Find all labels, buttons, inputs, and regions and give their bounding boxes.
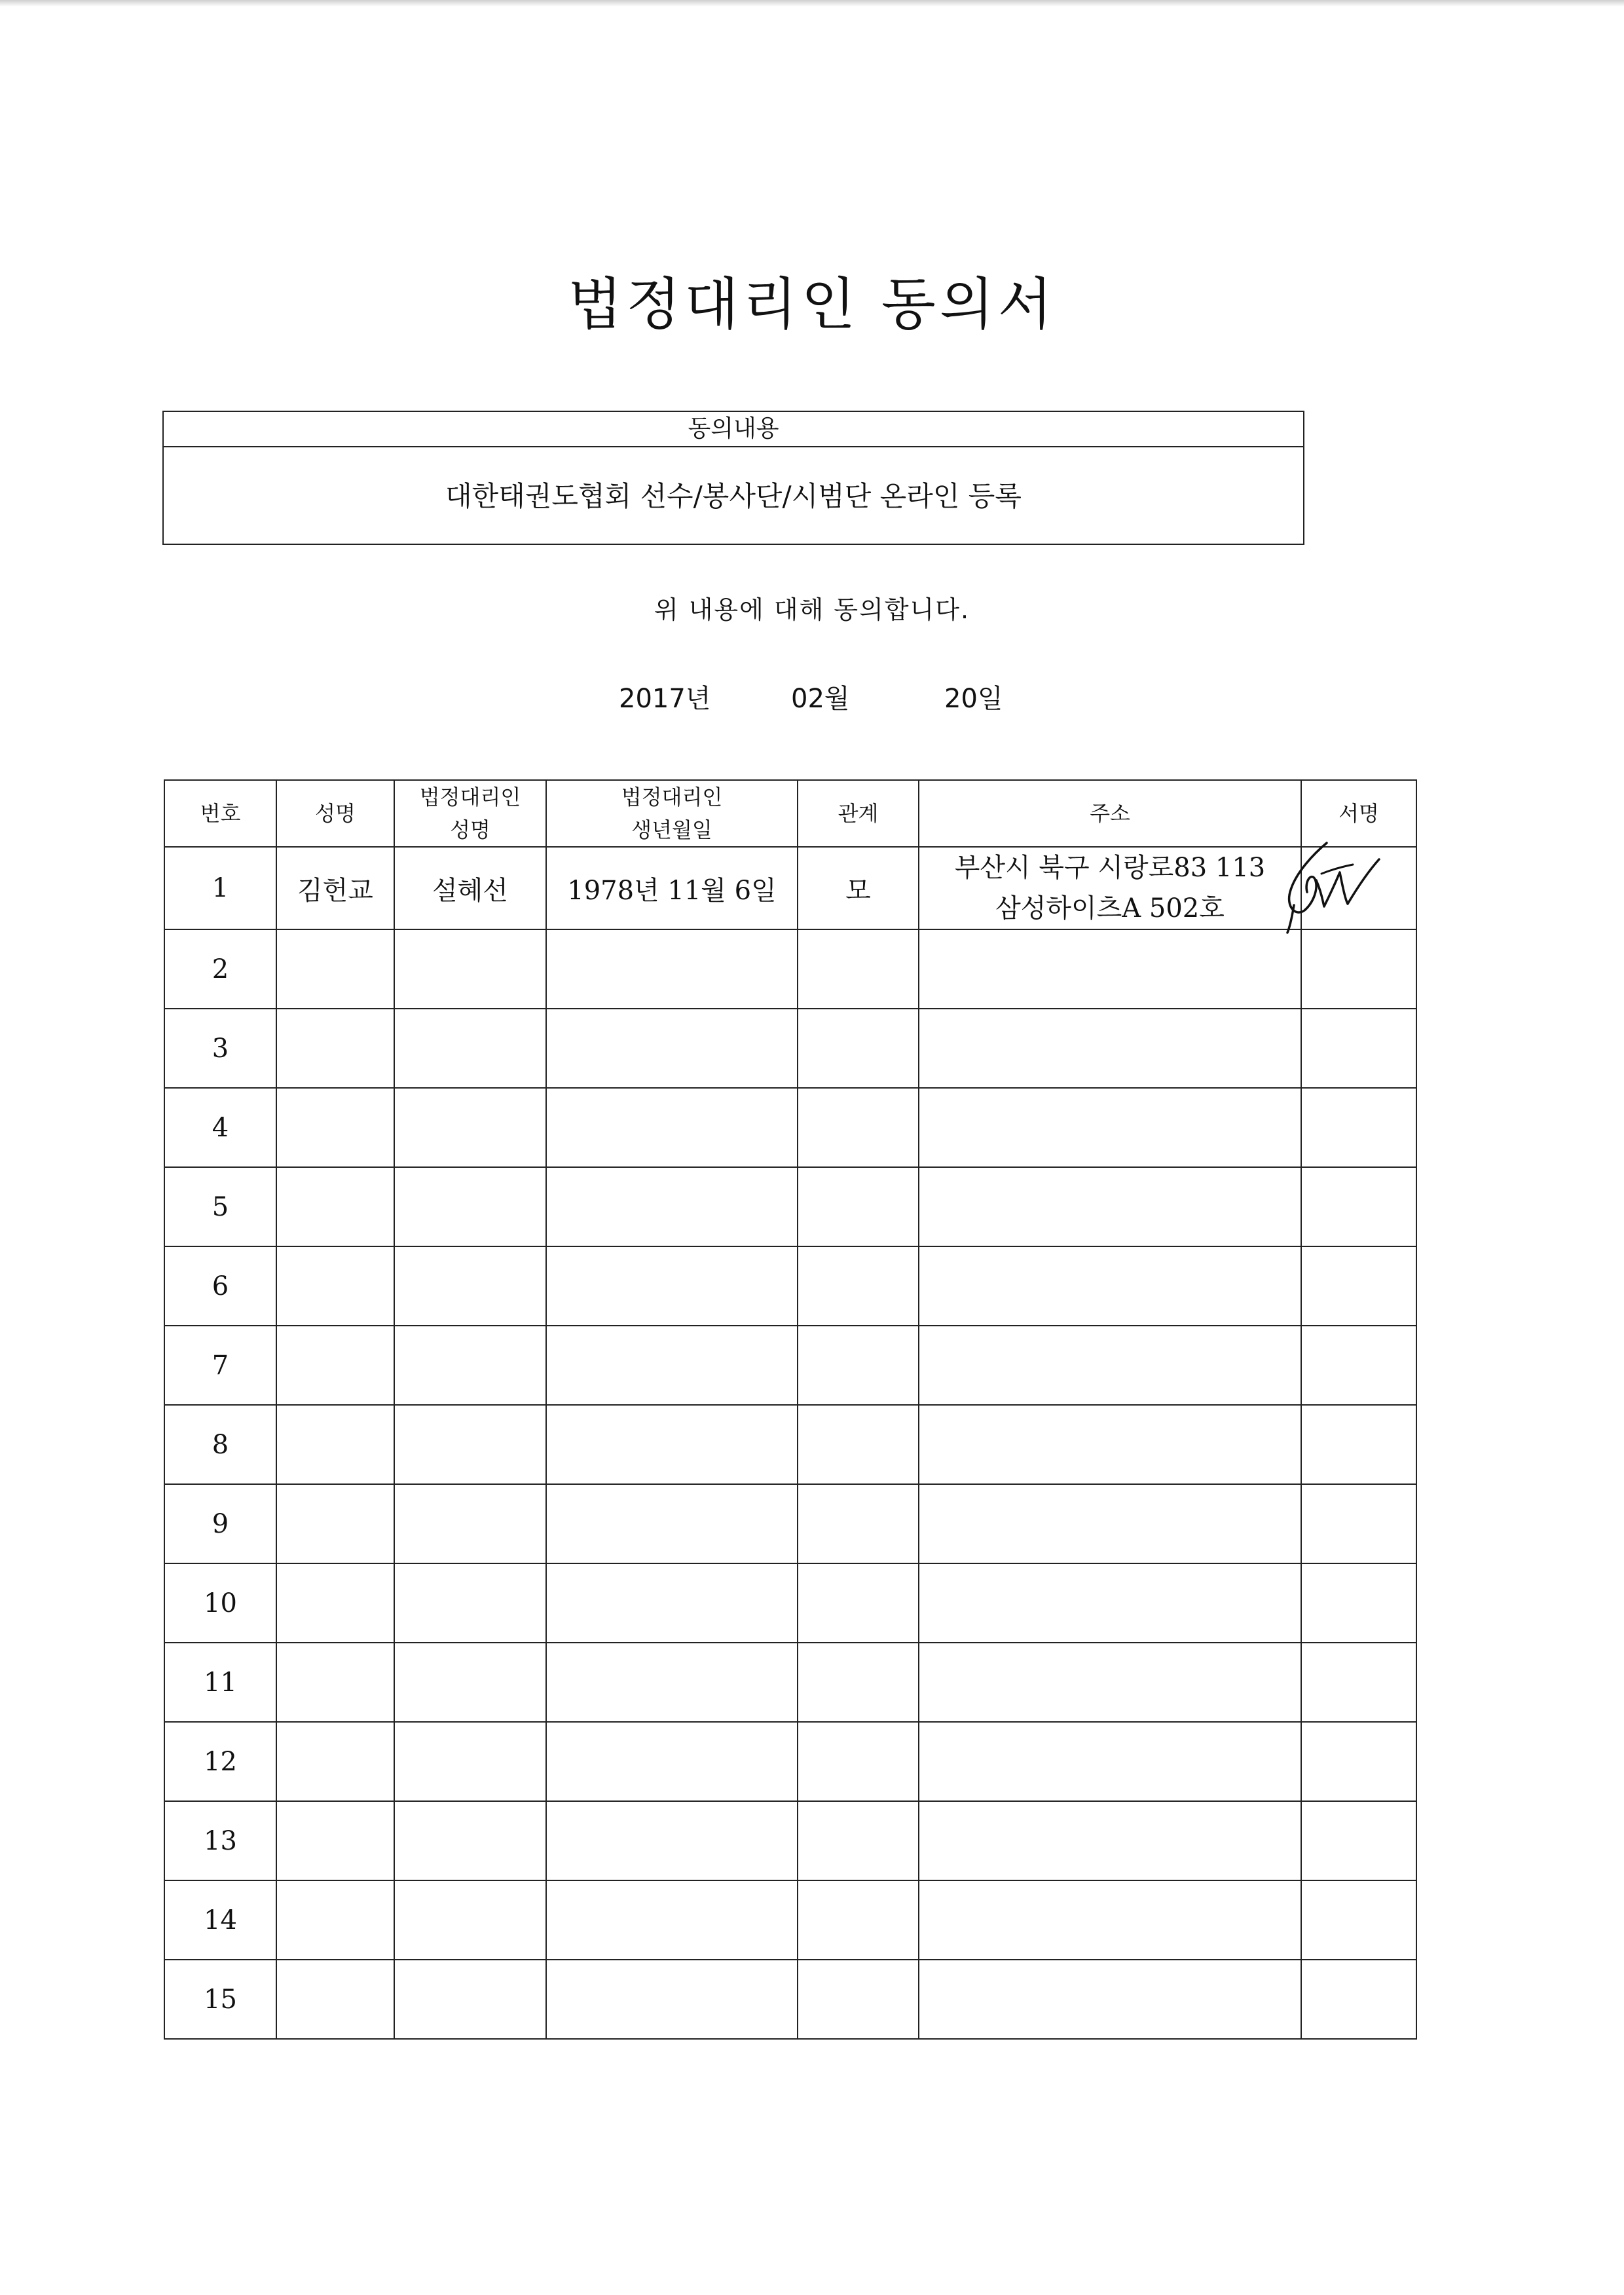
- table-row: [164, 1643, 1416, 1722]
- cell-signature: [1301, 1167, 1416, 1246]
- cell-address: [919, 1246, 1301, 1326]
- cell-address: [919, 1563, 1301, 1643]
- header-signature: 서명: [1301, 780, 1416, 847]
- document-title: 법정대리인 동의서: [568, 272, 1056, 337]
- cell-name: [276, 1167, 394, 1246]
- cell-guardian-birth: [546, 1009, 798, 1088]
- cell-name: [276, 1563, 394, 1643]
- cell-signature: [1301, 1484, 1416, 1563]
- cell-guardian-name: [394, 1880, 546, 1960]
- cell-guardian-name: 설혜선: [394, 847, 546, 929]
- date-day: 20일: [944, 684, 1003, 714]
- cell-relation: [798, 1009, 919, 1088]
- cell-no: 5: [164, 1167, 276, 1246]
- cell-guardian-name: [394, 1643, 546, 1722]
- table-row: [164, 929, 1416, 1009]
- table-row: [164, 1722, 1416, 1801]
- cell-relation: [798, 1801, 919, 1880]
- cell-no: 8: [164, 1405, 276, 1484]
- cell-relation: [798, 1088, 919, 1167]
- scan-edge: [0, 0, 1624, 7]
- cell-signature: [1301, 1722, 1416, 1801]
- cell-guardian-birth: [546, 1801, 798, 1880]
- cell-guardian-name: [394, 1088, 546, 1167]
- cell-no: 3: [164, 1009, 276, 1088]
- cell-no: 10: [164, 1563, 276, 1643]
- cell-signature: [1301, 1009, 1416, 1088]
- cell-guardian-name: [394, 1246, 546, 1326]
- cell-signature: [1301, 847, 1416, 929]
- cell-signature: [1301, 1880, 1416, 1960]
- cell-guardian-birth: [546, 1722, 798, 1801]
- table-row: [164, 1960, 1416, 2039]
- consent-body: 대한태권도협회 선수/봉사단/시범단 온라인 등록: [445, 480, 1022, 512]
- cell-address: [919, 1326, 1301, 1405]
- cell-relation: [798, 1880, 919, 1960]
- table-row: [164, 1009, 1416, 1088]
- cell-address: [919, 1643, 1301, 1722]
- cell-relation: [798, 1167, 919, 1246]
- date-month: 02월: [791, 684, 850, 714]
- table-row: [164, 1484, 1416, 1563]
- cell-address: [919, 1801, 1301, 1880]
- cell-relation: [798, 1960, 919, 2039]
- cell-address: [919, 1484, 1301, 1563]
- cell-guardian-birth: [546, 1246, 798, 1326]
- cell-name: [276, 1009, 394, 1088]
- table-row: [164, 1801, 1416, 1880]
- cell-guardian-name: [394, 1326, 546, 1405]
- cell-guardian-birth: [546, 1563, 798, 1643]
- cell-address: [919, 1960, 1301, 2039]
- cell-name: 김헌교: [276, 847, 394, 929]
- cell-guardian-birth: 1978년 11월 6일: [546, 847, 798, 929]
- handwritten-signature: [1276, 833, 1413, 938]
- cell-signature: [1301, 1088, 1416, 1167]
- cell-guardian-name: [394, 1960, 546, 2039]
- cell-guardian-birth: [546, 929, 798, 1009]
- cell-signature: [1301, 1246, 1416, 1326]
- table-row: [164, 847, 1416, 929]
- cell-guardian-birth: [546, 1405, 798, 1484]
- header-name: 성명: [276, 780, 394, 847]
- cell-guardian-name: [394, 1009, 546, 1088]
- header-guardian-birth: [546, 780, 798, 847]
- cell-name: [276, 1405, 394, 1484]
- table-row: [164, 1563, 1416, 1643]
- agree-statement: 위 내용에 대해 동의합니다.: [654, 595, 970, 624]
- cell-no: 11: [164, 1643, 276, 1722]
- cell-guardian-name: [394, 1563, 546, 1643]
- table-row: [164, 1405, 1416, 1484]
- header-guardian-name-line2: 성명: [450, 817, 490, 842]
- cell-name: [276, 1643, 394, 1722]
- header-guardian-name-line1: 법정대리인: [419, 785, 521, 810]
- cell-name: [276, 929, 394, 1009]
- cell-guardian-birth: [546, 1326, 798, 1405]
- cell-guardian-birth: [546, 1484, 798, 1563]
- cell-relation: [798, 1643, 919, 1722]
- address-line2: 삼성하이츠A 502호: [995, 893, 1225, 924]
- cell-guardian-name: [394, 1484, 546, 1563]
- cell-signature: [1301, 929, 1416, 1009]
- cell-no: 7: [164, 1326, 276, 1405]
- cell-relation: [798, 1563, 919, 1643]
- cell-signature: [1301, 1643, 1416, 1722]
- table-header-row: [164, 780, 1416, 847]
- cell-no: 2: [164, 929, 276, 1009]
- cell-guardian-name: [394, 1405, 546, 1484]
- cell-address: [919, 1088, 1301, 1167]
- consent-header: 동의내용: [164, 412, 1303, 447]
- cell-relation: 모: [798, 847, 919, 929]
- cell-relation: [798, 1405, 919, 1484]
- cell-address: [919, 1167, 1301, 1246]
- cell-name: [276, 1801, 394, 1880]
- cell-guardian-name: [394, 1801, 546, 1880]
- cell-name: [276, 1326, 394, 1405]
- cell-guardian-name: [394, 1167, 546, 1246]
- cell-signature: [1301, 1960, 1416, 2039]
- header-guardian-birth-line1: 법정대리인: [621, 785, 723, 810]
- cell-guardian-birth: [546, 1643, 798, 1722]
- cell-no: 15: [164, 1960, 276, 2039]
- guardian-table: [164, 779, 1417, 2040]
- cell-address: [919, 847, 1301, 929]
- cell-guardian-birth: [546, 1088, 798, 1167]
- table-row: [164, 1326, 1416, 1405]
- cell-guardian-name: [394, 929, 546, 1009]
- address-line1: 부산시 북구 시랑로83 113: [954, 853, 1266, 883]
- table-row: [164, 1088, 1416, 1167]
- consent-box: [162, 411, 1304, 545]
- header-guardian-name: [394, 780, 546, 847]
- cell-no: 14: [164, 1880, 276, 1960]
- cell-relation: [798, 1326, 919, 1405]
- cell-relation: [798, 1246, 919, 1326]
- cell-address: [919, 1405, 1301, 1484]
- cell-signature: [1301, 1563, 1416, 1643]
- header-address: 주소: [919, 780, 1301, 847]
- cell-relation: [798, 1722, 919, 1801]
- cell-guardian-birth: [546, 1960, 798, 2039]
- table-row: [164, 1880, 1416, 1960]
- cell-no: 9: [164, 1484, 276, 1563]
- cell-address: [919, 1880, 1301, 1960]
- cell-name: [276, 1880, 394, 1960]
- cell-signature: [1301, 1326, 1416, 1405]
- cell-address: [919, 1009, 1301, 1088]
- cell-relation: [798, 1484, 919, 1563]
- cell-address: [919, 929, 1301, 1009]
- cell-guardian-birth: [546, 1167, 798, 1246]
- header-no: 번호: [164, 780, 276, 847]
- cell-guardian-birth: [546, 1880, 798, 1960]
- cell-no: 12: [164, 1722, 276, 1801]
- cell-signature: [1301, 1801, 1416, 1880]
- cell-no: 1: [164, 847, 276, 929]
- cell-name: [276, 1088, 394, 1167]
- cell-no: 13: [164, 1801, 276, 1880]
- cell-address: [919, 1722, 1301, 1801]
- table-row: [164, 1246, 1416, 1326]
- cell-no: 4: [164, 1088, 276, 1167]
- cell-name: [276, 1722, 394, 1801]
- cell-no: 6: [164, 1246, 276, 1326]
- cell-name: [276, 1484, 394, 1563]
- cell-signature: [1301, 1405, 1416, 1484]
- cell-guardian-name: [394, 1722, 546, 1801]
- cell-name: [276, 1960, 394, 2039]
- table-row: [164, 1167, 1416, 1246]
- cell-relation: [798, 929, 919, 1009]
- cell-name: [276, 1246, 394, 1326]
- header-guardian-birth-line2: 생년월일: [631, 817, 712, 842]
- date-year: 2017년: [619, 684, 711, 714]
- header-relation: 관계: [798, 780, 919, 847]
